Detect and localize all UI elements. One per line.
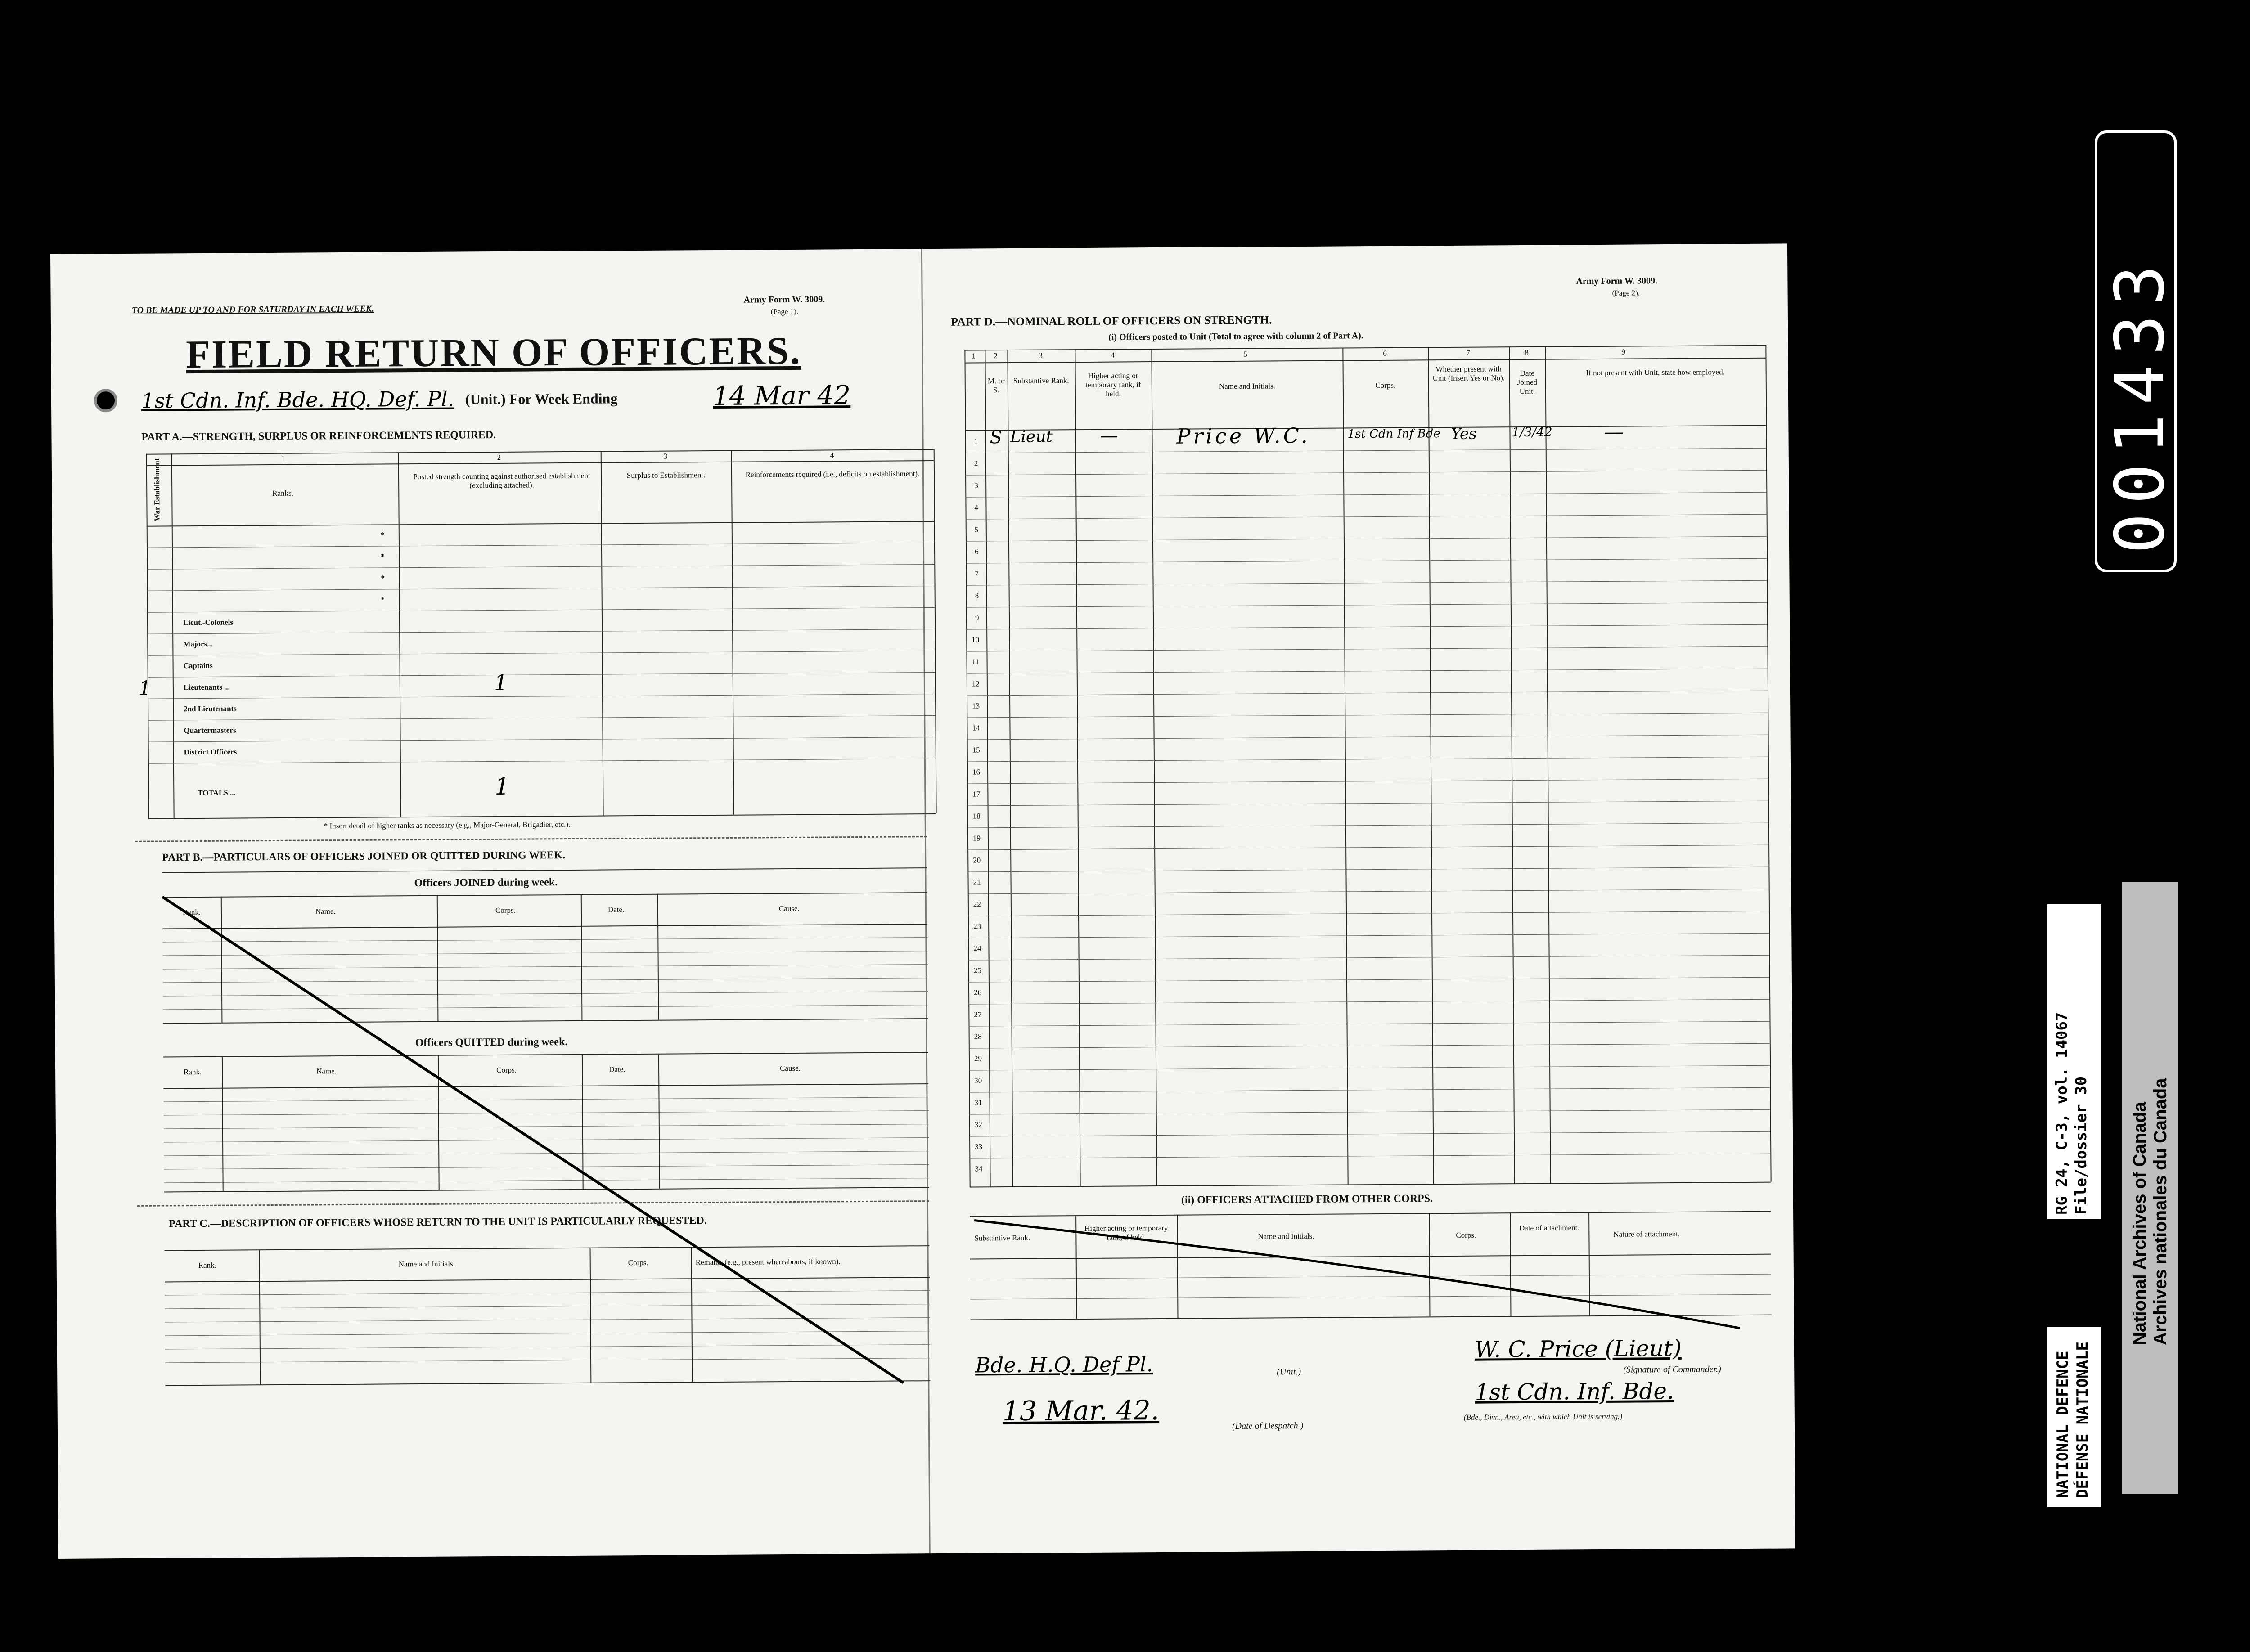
quitted-col-corps: Corps. [496,1065,517,1074]
row-number: 19 [972,834,981,843]
war-establishment-label: War Establishment [152,458,162,521]
quitted-col-cause: Cause. [780,1064,801,1073]
col-header-name: Name and Initials. [1219,382,1275,391]
cancel-stroke-left [50,249,940,1559]
entry-ms: S [990,427,1003,448]
part-c-col-rank: Rank. [198,1261,216,1270]
defence-line-2: DÉFENSE NATIONALE [2074,1342,2092,1498]
entry-corps: 1st Cdn Inf Bde [1347,427,1440,441]
row-number: 8 [975,591,979,600]
row-number: 34 [975,1164,983,1173]
row-number: 16 [972,768,981,777]
part-d-subheading: (i) Officers posted to Unit (Total to agree with column 2 of Part A). [1108,331,1364,342]
formation-label: (Bde., Divn., Area, etc., with which Unit is serving.) [1463,1412,1623,1422]
row-number: 22 [973,900,981,909]
attached-col-corps: Corps. [1456,1230,1476,1239]
part-c-heading: PART C.—DESCRIPTION OF OFFICERS WHOSE RETURN TO THE UNIT IS PARTICULARLY REQUESTED. [169,1215,707,1230]
part-c-col-remarks: Remarks (e.g., present whereabouts, if known). [695,1257,841,1267]
reference-line-2: File/dossier 30 [2072,1076,2090,1215]
col-header-present: Whether present with Unit (Insert Yes or No). [1432,364,1505,383]
reinforcements-header: Reinforcements required (i.e., deficits on establishment). [745,469,920,479]
reference-line-1: RG 24, C-3, vol. 14067 [2053,1012,2071,1215]
posted-cell: 1 [494,670,508,696]
totals-posted: 1 [495,773,510,800]
col-header-higher: Higher acting or temporary rank, if held. [1085,371,1141,398]
quitted-col-rank: Rank. [184,1067,202,1077]
row-number: 2 [974,459,978,468]
part-a-col-num-3: 3 [663,452,668,461]
part-a-footnote: * Insert detail of higher ranks as necessary (e.g., Major-General, Brigadier, etc.). [324,820,571,830]
table-row [969,1154,1770,1181]
cancel-stroke-right [938,1188,1794,1356]
joined-col-rank: Rank. [182,907,201,917]
signature-handwritten: W. C. Price (Lieut) [1474,1335,1682,1363]
part-a-col-num-4: 4 [830,451,834,460]
part-d-heading: PART D.—NOMINAL ROLL OF OFFICERS ON STRENGTH. [950,313,1272,328]
row-number: 17 [972,790,981,799]
page-left: (Page 1). [770,307,799,316]
col-header-substantive: Substantive Rank. [1013,376,1069,385]
row-number: 11 [972,657,980,666]
row-number: 6 [975,547,979,556]
footer-date-label: (Date of Despatch.) [1232,1421,1304,1432]
rank-cell: District Officers [184,747,237,757]
part-a-col-num-1: 1 [281,454,285,463]
rank-cell: * [380,530,385,539]
quitted-col-name: Name. [316,1067,337,1076]
army-form-left: Army Form W. 3009. [743,294,825,305]
attached-col-name: Name and Initials. [1258,1231,1314,1241]
rank-cell: Lieutenants ... [183,682,230,692]
part-a-heading: PART A.—STRENGTH, SURPLUS OR REINFORCEMENTS REQUIRED. [141,429,496,443]
row-number: 29 [974,1054,982,1063]
row-number: 23 [973,922,981,931]
ranks-header: Ranks. [272,489,294,498]
row-number: 15 [972,745,980,754]
row-number: 28 [974,1032,982,1041]
row-number: 12 [972,679,980,688]
defence-label [2048,1327,2102,1507]
col-num-2: 2 [994,351,998,360]
archives-line-1: National Archives of Canada [2130,1102,2150,1345]
attached-title: (ii) OFFICERS ATTACHED FROM OTHER CORPS. [1181,1193,1433,1206]
joined-col-cause: Cause. [778,904,800,913]
part-c-col-name: Name and Initials. [398,1259,455,1269]
rank-cell: 2nd Lieutenants [184,704,237,714]
col-header-date: Date Joined Unit. [1517,368,1538,396]
joined-col-name: Name. [315,907,336,916]
col-num-8: 8 [1525,348,1529,357]
signature-label: (Signature of Commander.) [1623,1364,1721,1375]
document-number-stamp [2095,130,2177,572]
row-number: 20 [973,856,981,865]
quitted-col-date: Date. [609,1065,626,1074]
col-num-6: 6 [1383,349,1387,358]
attached-col-higher: Higher acting or temporary rank, if held. [1084,1223,1168,1242]
col-num-1: 1 [972,351,976,360]
row-number: 3 [974,481,978,490]
nominal-roll-rows [965,420,1770,1187]
entry-substantive-rank: Lieut [1010,427,1053,446]
document-number: 001433 [2101,256,2179,554]
joined-col-corps: Corps. [495,906,516,915]
row-number: 31 [974,1098,982,1107]
row-number: 9 [975,613,979,622]
row-number: 25 [973,966,981,975]
row-number: 4 [974,503,979,512]
col-num-7: 7 [1466,348,1470,357]
archives-canada-label [2122,882,2178,1494]
reference-label [2048,904,2102,1219]
rank-cell: Captains [183,661,213,670]
footer-unit-label: (Unit.) [1277,1367,1301,1377]
footer-date-handwritten: 13 Mar. 42. [1002,1394,1160,1428]
footer-unit-handwritten: Bde. H.Q. Def Pl. [975,1352,1153,1378]
part-c-col-corps: Corps. [628,1258,648,1267]
defence-line-1: NATIONAL DEFENCE [2054,1351,2072,1498]
row-number: 30 [974,1076,982,1085]
col-header-corps: Corps. [1375,381,1396,390]
row-number: 18 [972,812,981,821]
attached-col-substantive: Substantive Rank. [974,1233,1030,1243]
form-sheet [50,243,1796,1559]
formation-handwritten: 1st Cdn. Inf. Bde. [1475,1378,1674,1405]
row-number: 33 [975,1142,983,1151]
row-number: 7 [975,569,979,578]
instruction-text: TO BE MADE UP TO AND FOR SATURDAY IN EACH WEEK. [131,304,374,315]
week-ending-handwritten: 14 Mar 42 [712,380,851,412]
unit-label: (Unit.) For Week Ending [465,390,618,408]
entry-name: Price W.C. [1176,423,1310,449]
row-number: 13 [972,701,980,710]
attached-col-date: Date of attachment. [1519,1223,1580,1233]
col-num-9: 9 [1621,347,1625,356]
row-number: 10 [972,635,980,644]
rank-cell: * [381,574,385,583]
archives-line-2: Archives nationales du Canada [2151,1078,2170,1345]
we-cell: 1 [138,677,152,700]
surplus-header: Surplus to Establishment. [626,471,706,480]
rank-cell: Lieut.-Colonels [183,618,234,627]
rank-cell: * [381,552,385,561]
army-form-right: Army Form W. 3009. [1576,276,1658,287]
col-num-3: 3 [1039,351,1043,360]
row-number: 21 [973,878,981,887]
row-number: 5 [974,525,979,534]
attached-col-nature: Nature of attachment. [1613,1229,1680,1239]
row-number: 24 [973,944,981,953]
joined-col-date: Date. [608,905,625,914]
entry-employment: — [1604,420,1624,444]
entry-higher-rank: — [1100,425,1118,446]
entry-present: Yes [1451,425,1477,443]
rank-cell: Majors... [183,639,213,649]
form-title: FIELD RETURN OF OFFICERS. [186,329,802,377]
part-b-heading: PART B.—PARTICULARS OF OFFICERS JOINED OR QUITTED DURING WEEK. [162,849,566,864]
col-header-ms: M. or S. [987,377,1005,395]
row-number: 32 [974,1120,982,1129]
nominal-roll-table [964,345,1770,1187]
entry-date-joined: 1/3/42 [1512,424,1552,440]
col-num-4: 4 [1111,350,1115,359]
joined-title: Officers JOINED during week. [414,876,558,889]
rank-cell: Quartermasters [184,726,236,735]
col-header-employment: If not present with Unit, state how employed. [1586,368,1725,377]
row-number: 27 [974,1010,982,1019]
page-right: (Page 2). [1612,288,1640,297]
col-num-5: 5 [1243,350,1247,359]
row-number: 1 [974,437,978,446]
quitted-title: Officers QUITTED during week. [415,1036,568,1049]
part-a-col-num-2: 2 [497,453,501,462]
row-number: 14 [972,723,980,732]
row-number: 26 [974,988,982,997]
rank-cell: * [381,595,385,604]
totals-label: TOTALS ... [198,788,236,798]
posted-header: Posted strength counting against authorised establishment (excluding attached). [413,471,590,490]
unit-handwritten: 1st Cdn. Inf. Bde. HQ. Def. Pl. [141,386,454,413]
